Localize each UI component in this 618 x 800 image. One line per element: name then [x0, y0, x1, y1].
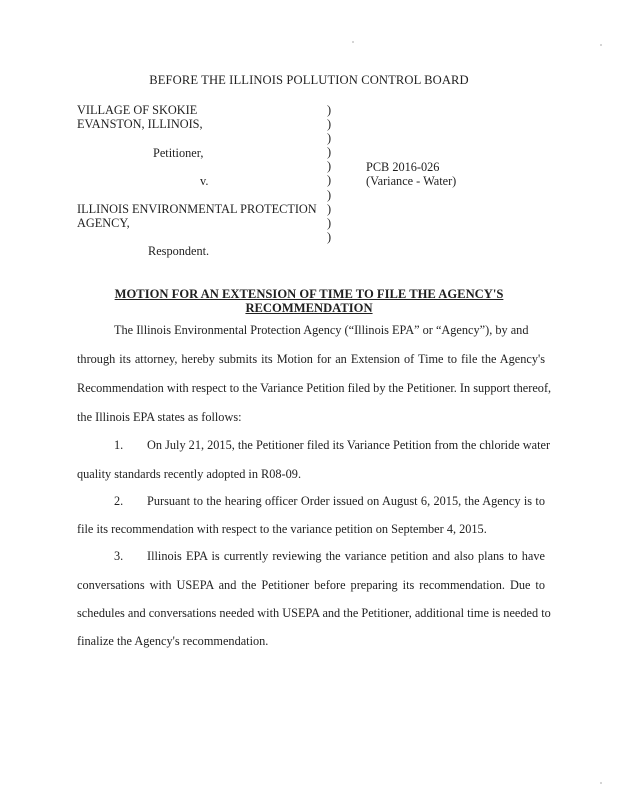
respondent-name-line2: AGENCY,	[77, 216, 130, 230]
paragraph-line: file its recommendation with respect to the variance petition on September 4, 2015.	[77, 522, 487, 536]
paragraph-number: 3.	[114, 549, 124, 563]
scan-speck	[352, 41, 354, 43]
petitioner-name-line2: EVANSTON, ILLINOIS,	[77, 117, 203, 131]
board-title: BEFORE THE ILLINOIS POLLUTION CONTROL BOARD	[149, 73, 469, 87]
paragraph-line: conversations with USEPA and the Petitioner before preparing its recommendation. Due to	[77, 578, 545, 592]
paragraph-line: On July 21, 2015, the Petitioner filed its Variance Petition from the chloride water	[147, 438, 551, 452]
paragraph-number: 2.	[114, 494, 124, 508]
caption-paren: )	[327, 145, 332, 160]
paragraph-line: Illinois EPA is currently reviewing the variance petition and also plans to have	[147, 549, 545, 563]
caption-paren: )	[327, 215, 332, 230]
case-number: PCB 2016-026	[366, 160, 440, 174]
caption-paren: )	[327, 117, 332, 132]
case-type: (Variance - Water)	[366, 174, 457, 188]
paragraph-line: Pursuant to the hearing officer Order issued on August 6, 2015, the Agency is to	[147, 494, 545, 508]
respondent-name-line1: ILLINOIS ENVIRONMENTAL PROTECTION	[77, 202, 317, 216]
versus-label: v.	[200, 174, 209, 188]
caption-paren: )	[327, 103, 332, 117]
scan-speck	[600, 44, 602, 46]
paragraph-number: 1.	[114, 438, 124, 452]
paragraph-line: schedules and conversations needed with USEPA and the Petitioner, additional time is needed to	[77, 606, 551, 620]
caption-paren: )	[327, 159, 332, 174]
scan-speck	[600, 782, 602, 784]
caption-paren-column	[327, 103, 331, 244]
caption-paren: )	[327, 201, 332, 216]
paragraph-line: quality standards recently adopted in R08-09.	[77, 467, 302, 481]
motion-title-line1: MOTION FOR AN EXTENSION OF TIME TO FILE THE AGENCY'S	[114, 287, 504, 301]
intro-line: Recommendation with respect to the Variance Petition filed by the Petitioner. In support thereof,	[77, 381, 552, 395]
intro-line: the Illinois EPA states as follows:	[77, 410, 242, 424]
petitioner-name-line1: VILLAGE OF SKOKIE	[77, 103, 198, 117]
petitioner-role: Petitioner,	[153, 146, 204, 160]
respondent-role: Respondent.	[148, 244, 210, 258]
caption-paren: )	[327, 131, 332, 146]
motion-title-line2: RECOMMENDATION	[245, 301, 373, 315]
caption-paren: )	[327, 187, 332, 202]
caption-paren: )	[327, 229, 332, 244]
intro-line: The Illinois Environmental Protection Agency (“Illinois EPA” or “Agency”), by and	[114, 323, 529, 337]
caption-paren: )	[327, 173, 332, 188]
paragraph-line: finalize the Agency's recommendation.	[77, 634, 269, 648]
intro-line: through its attorney, hereby submits its Motion for an Extension of Time to file the Agency's	[77, 352, 545, 366]
